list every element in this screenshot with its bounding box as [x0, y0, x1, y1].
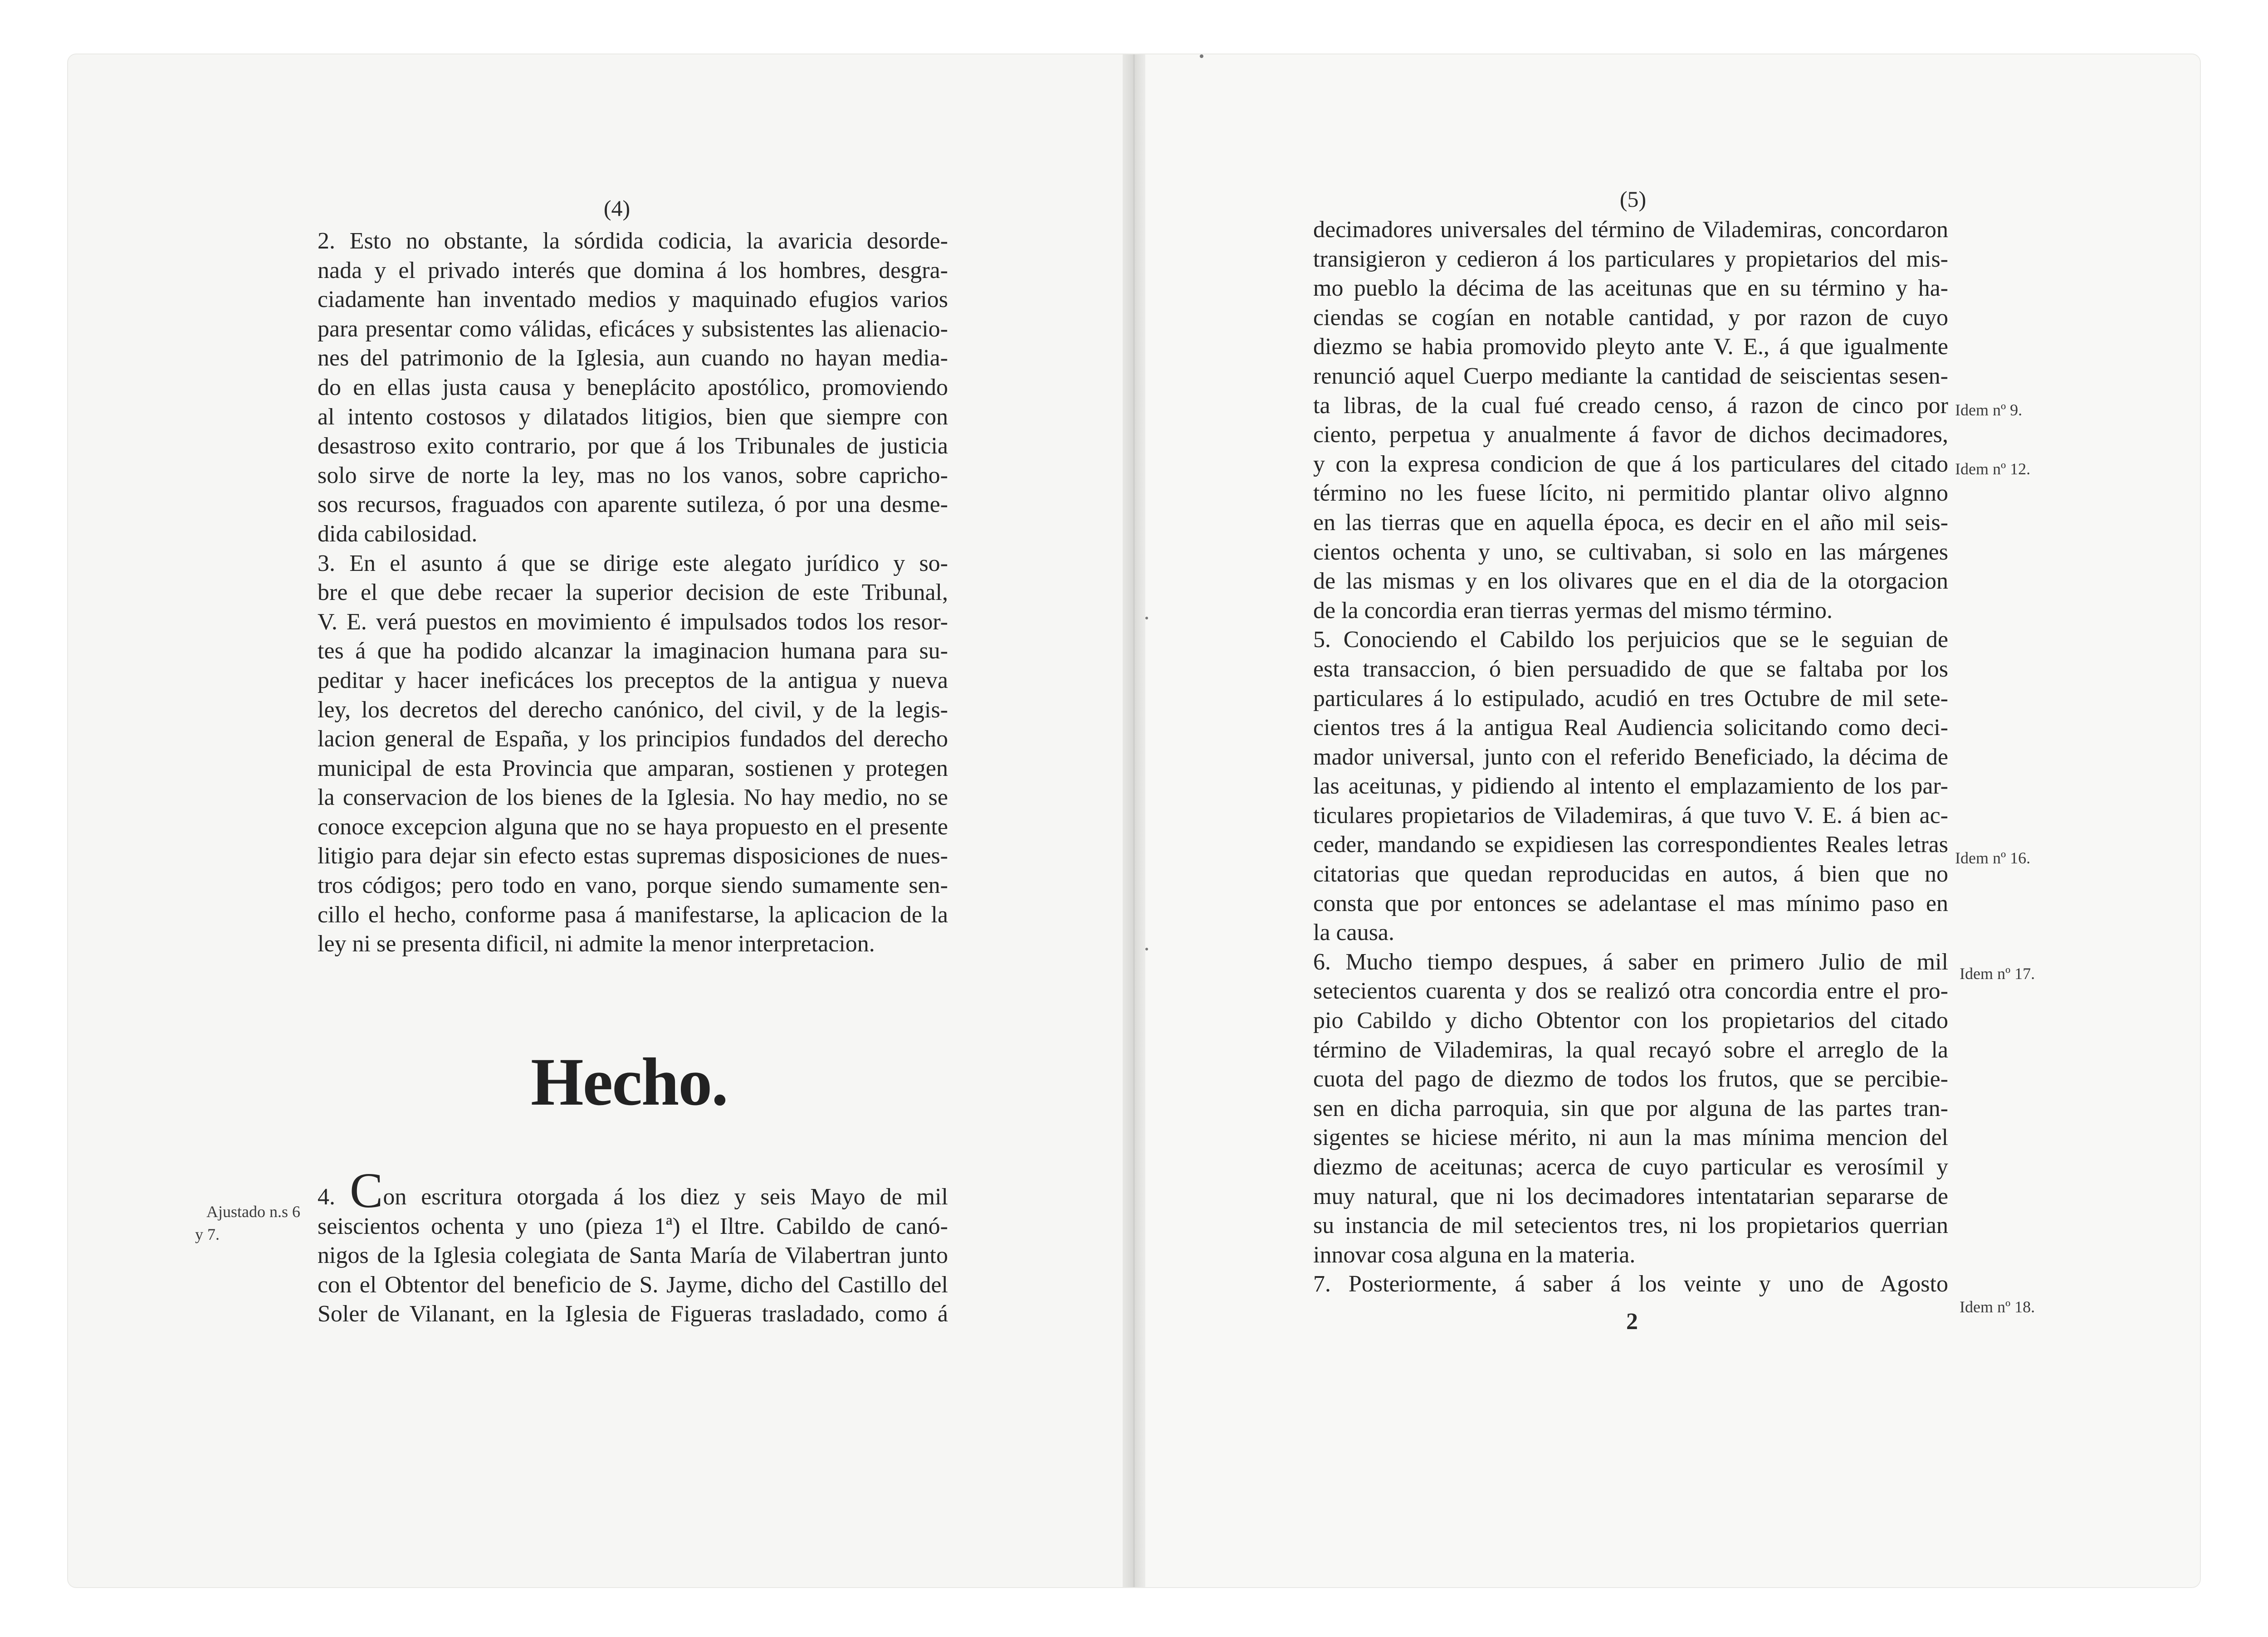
text-line: y con la expresa condicion de que á los particulares del citado — [1313, 451, 1948, 477]
para4-first-rest: on escritura otorgada á los diez y seis Mayo de mil — [383, 1184, 948, 1210]
text-line: tros códigos; pero todo en vano, porque siendo sumamente sen- — [318, 872, 948, 899]
text-line: citatorias que quedan reproducidas en autos, á bien que no — [1313, 861, 1948, 887]
text-line: ta libras, de la cual fué creado censo, á razon de cinco por — [1313, 392, 1948, 419]
text-line: diezmo de aceitunas; acerca de cuyo particular es verosímil y — [1313, 1154, 1948, 1180]
text-line: seiscientos ochenta y uno (pieza 1ª) el Iltre. Cabildo de canó- — [318, 1213, 948, 1239]
text-line: ley, los decretos del derecho canónico, del civil, y de la legis- — [318, 697, 948, 723]
text-line: 7. Posteriormente, á saber á los veinte y uno de Agosto — [1313, 1271, 1948, 1297]
text-line: lacion general de España, y los principios fundados del derecho — [318, 726, 948, 752]
text-line: peditar y hacer ineficáces los preceptos de la antigua y nueva — [318, 667, 948, 693]
text-line: bre el que debe recaer la superior decision de este Tribunal, — [318, 580, 948, 606]
text-line: nes del patrimonio de la Iglesia, aun cuando no hayan media- — [318, 345, 948, 371]
right-margin-note-4: Idem nº 17. — [1960, 965, 2035, 983]
para4-initial: C — [349, 1163, 383, 1218]
text-line: la causa. — [1313, 920, 1395, 946]
left-folio: (4) — [603, 195, 631, 221]
text-line: ticulares propietarios de Vilademiras, á que tuvo V. E. á bien ac- — [1313, 802, 1948, 828]
text-line: 3. En el asunto á que se dirige este alegato jurídico y so- — [318, 550, 948, 576]
text-line: transigieron y cedieron á los particulares y propietarios del mis- — [1313, 246, 1948, 272]
text-line: do en ellas justa causa y beneplácito apostólico, promoviendo — [318, 374, 948, 400]
text-line: ciadamente han inventado medios y maquinado efugios varios — [318, 287, 948, 313]
text-line: tes á que ha podido alcanzar la imaginacion humana para su- — [318, 638, 948, 664]
text-line: desastroso exito contrario, por que á los Tribunales de justicia — [318, 433, 948, 459]
text-line: setecientos cuarenta y dos se realizó otra concordia entre el pro- — [1313, 978, 1948, 1004]
text-line: la conservacion de los bienes de la Iglesia. No hay medio, no se — [318, 784, 948, 811]
text-line: ley ni se presenta dificil, ni admite la menor interpretacion. — [318, 931, 875, 957]
text-line: dida cabilosidad. — [318, 521, 478, 547]
text-line: ciento, perpetua y anualmente á favor de dichos decimadores, — [1313, 422, 1948, 448]
text-line: término no les fuese lícito, ni permitido plantar olivo algnno — [1313, 480, 1948, 507]
right-margin-note-2: Idem nº 12. — [1955, 460, 2031, 478]
left-margin-note-2: y 7. — [195, 1225, 220, 1243]
text-line: en las tierras que en aquella época, es decir en el año mil seis- — [1313, 509, 1948, 536]
text-line: muy natural, que ni los decimadores intentatarian separarse de — [1313, 1183, 1948, 1209]
text-line: cuota del pago de diezmo de todos los frutos, que se percibie- — [1313, 1066, 1948, 1092]
text-line: 2. Esto no obstante, la sórdida codicia, la avaricia desorde- — [318, 228, 948, 254]
left-margin-note-1: Ajustado n.s 6 — [206, 1203, 300, 1221]
signature-mark: 2 — [1626, 1309, 1638, 1335]
text-line: 5. Conociendo el Cabildo los perjuicios que se le seguian de — [1313, 627, 1948, 653]
gutter — [1123, 54, 1145, 1587]
text-line: nada y el privado interés que domina á los hombres, desgra- — [318, 257, 948, 283]
text-line: ceder, mandando se expidiesen las correspondientes Reales letras — [1313, 832, 1948, 858]
text-line: decimadores universales del término de Vilademiras, concordaron — [1313, 217, 1948, 243]
text-line: renunció aquel Cuerpo mediante la cantidad de seiscientas sesen- — [1313, 363, 1948, 389]
binding-speck — [1145, 617, 1148, 619]
para4-lines — [318, 1212, 948, 1329]
text-line: pio Cabildo y dicho Obtentor con los propietarios del citado — [1313, 1008, 1948, 1034]
text-line: de la concordia eran tierras yermas del mismo término. — [1313, 597, 1833, 624]
text-line: nigos de la Iglesia colegiata de Santa María de Vilabertran junto — [318, 1242, 948, 1269]
text-line: municipal de esta Provincia que amparan, sostienen y protegen — [318, 755, 948, 781]
text-line: cientos tres á la antigua Real Audiencia solicitando como deci- — [1313, 715, 1948, 741]
right-margin-note-1: Idem nº 9. — [1955, 401, 2023, 419]
text-line: de las mismas y en los olivares que en el dia de la otorgacion — [1313, 568, 1948, 594]
text-line: 6. Mucho tiempo despues, á saber en primero Julio de mil — [1313, 949, 1948, 975]
section-heading: Hecho. — [531, 1044, 728, 1120]
text-line: cillo el hecho, conforme pasa á manifestarse, la aplicacion de la — [318, 901, 948, 928]
text-line: V. E. verá puestos en movimiento é impulsados todos los resor- — [318, 609, 948, 635]
para4-first-line — [318, 1163, 948, 1218]
text-line: término de Vilademiras, la qual recayó sobre el arreglo de la — [1313, 1037, 1948, 1063]
text-line: ciendas se cogían en notable cantidad, y por razon de cuyo — [1313, 304, 1948, 331]
text-line: las aceitunas, y pidiendo al intento el emplazamiento de los par- — [1313, 773, 1948, 799]
text-line: esta transaccion, ó bien persuadido de que se faltaba por los — [1313, 656, 1948, 682]
right-margin-note-3: Idem nº 16. — [1955, 849, 2031, 867]
right-text — [1313, 215, 1948, 1299]
right-margin-note-5: Idem nº 18. — [1960, 1298, 2035, 1316]
text-line: sigentes se hiciese mérito, ni aun la mas mínima mencion del — [1313, 1125, 1948, 1151]
text-line: mador universal, junto con el referido Beneficiado, la décima de — [1313, 744, 1948, 770]
right-folio: (5) — [1619, 186, 1647, 212]
left-intro-text — [318, 227, 948, 959]
text-line: sos recursos, fraguados con aparente sutileza, ó por una desme- — [318, 492, 948, 518]
left-para4 — [318, 1163, 948, 1329]
text-line: innovar cosa alguna en la materia. — [1313, 1242, 1636, 1268]
text-line: solo sirve de norte la ley, mas no los vanos, sobre capricho- — [318, 462, 948, 488]
text-line: conoce excepcion alguna que no se haya propuesto en el presente — [318, 814, 948, 840]
text-line: Soler de Vilanant, en la Iglesia de Figueras trasladado, como á — [318, 1301, 948, 1327]
text-line: con el Obtentor del beneficio de S. Jayme, dicho del Castillo del — [318, 1272, 948, 1298]
binding-speck — [1145, 948, 1148, 950]
text-line: litigio para dejar sin efecto estas supremas disposiciones de nues- — [318, 843, 948, 869]
text-line: sen en dicha parroquia, sin que por alguna de las partes tran- — [1313, 1095, 1948, 1121]
text-line: al intento costosos y dilatados litigios, bien que siempre con — [318, 404, 948, 430]
text-line: particulares á lo estipulado, acudió en tres Octubre de mil sete- — [1313, 685, 1948, 711]
text-line: para presentar como válidas, eficáces y subsistentes las alienacio- — [318, 316, 948, 342]
binding-speck — [1200, 54, 1203, 58]
text-line: su instancia de mil setecientos tres, ni los propietarios querrian — [1313, 1213, 1948, 1239]
text-line: cientos ochenta y uno, se cultivaban, si solo en las márgenes — [1313, 539, 1948, 565]
text-line: diezmo se habia promovido pleyto ante V. E., á que igualmente — [1313, 334, 1948, 360]
para4-number: 4. — [318, 1184, 335, 1210]
text-line: mo pueblo la décima de las aceitunas que en su término y ha- — [1313, 275, 1948, 302]
text-line: consta que por entonces se adelantase el mas mínimo paso en — [1313, 890, 1948, 916]
